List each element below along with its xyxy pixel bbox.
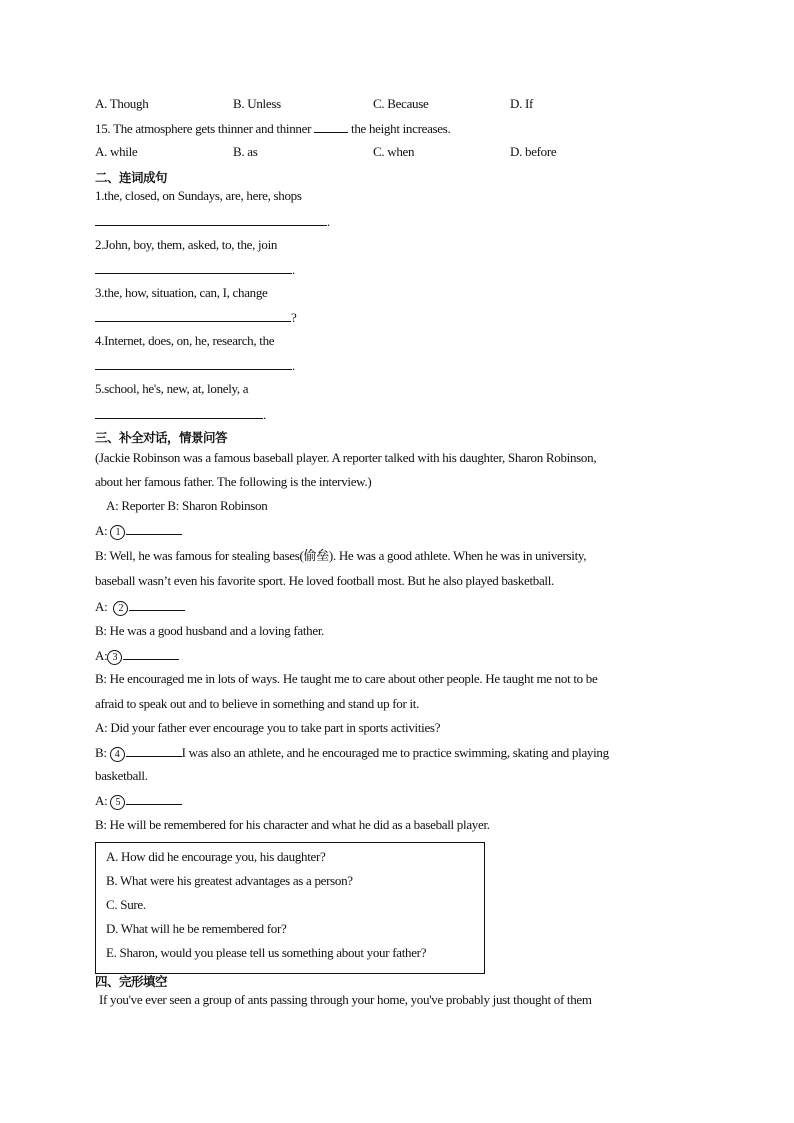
punct: .: [263, 407, 266, 422]
dialogue-line: B: He was a good husband and a loving father.: [95, 623, 325, 638]
passage-text: If you've ever seen a group of ants passing through your home, you've probably just thought of them: [99, 992, 592, 1007]
option: C. when: [373, 144, 415, 159]
number-circle: 5: [110, 795, 125, 810]
answer-blank[interactable]: [126, 744, 182, 757]
answer-blank[interactable]: [129, 598, 185, 611]
choices-box: [95, 842, 485, 974]
option: A. while: [95, 144, 138, 159]
answer-blank[interactable]: [95, 406, 263, 419]
number-circle: 3: [107, 650, 122, 665]
intro-line: (Jackie Robinson was a famous baseball player. A reporter talked with his daughter, Sharon Robinson,: [95, 450, 597, 465]
punct: ?: [291, 310, 297, 325]
option: B. Unless: [233, 96, 281, 111]
answer-blank[interactable]: [95, 357, 292, 370]
choice: B. What were his greatest advantages as a person?: [106, 873, 353, 888]
option: A. Though: [95, 96, 149, 111]
number-circle: 4: [110, 747, 125, 762]
speaker: B:: [95, 745, 107, 760]
punct: .: [292, 358, 295, 373]
dialogue-line: afraid to speak out and to believe in something and stand up for it.: [95, 696, 420, 711]
dialogue-line: basketball.: [95, 768, 148, 783]
speaker: A:: [95, 648, 108, 663]
item-words: 4.Internet, does, on, he, research, the: [95, 333, 275, 348]
answer-blank[interactable]: [314, 120, 348, 133]
dialogue-line: B: Well, he was famous for stealing bases(偷垒). He was a good athlete. When he was in university,: [95, 548, 587, 563]
answer-blank[interactable]: [126, 792, 182, 805]
dialogue-text: I was also an athlete, and he encouraged me to practice swimming, skating and playing: [181, 745, 609, 760]
intro-line: about her famous father. The following is the interview.): [95, 474, 372, 489]
dialogue-line: baseball wasn’t even his favorite sport. He loved football most. But he also played basketball.: [95, 573, 555, 588]
item-words: 2.John, boy, them, asked, to, the, join: [95, 237, 278, 252]
item-words: 5.school, he's, new, at, lonely, a: [95, 381, 249, 396]
section-heading: 四、完形填空: [95, 974, 168, 989]
roles: A: Reporter B: Sharon Robinson: [106, 498, 268, 513]
dialogue-line: B: He encouraged me in lots of ways. He taught me to care about other people. He taught me not to be: [95, 671, 598, 686]
number-circle: 2: [113, 601, 128, 616]
choice: A. How did he encourage you, his daughter?: [106, 849, 326, 864]
option: C. Because: [373, 96, 429, 111]
answer-blank[interactable]: [95, 213, 327, 226]
speaker: A:: [95, 599, 108, 614]
choice: D. What will he be remembered for?: [106, 921, 287, 936]
choice: E. Sharon, would you please tell us something about your father?: [106, 945, 427, 960]
section-heading: 三、补全对话，情景问答: [95, 430, 228, 445]
dialogue-line: A: Did your father ever encourage you to take part in sports activities?: [95, 720, 441, 735]
punct: .: [292, 262, 295, 277]
option: D. If: [510, 96, 534, 111]
answer-blank[interactable]: [123, 647, 179, 660]
item-words: 3.the, how, situation, can, I, change: [95, 285, 268, 300]
option: B. as: [233, 144, 258, 159]
speaker: A:: [95, 793, 108, 808]
item-words: 1.the, closed, on Sundays, are, here, shops: [95, 188, 302, 203]
section-heading: 二、连词成句: [95, 170, 168, 185]
option: D. before: [510, 144, 557, 159]
answer-blank[interactable]: [95, 309, 291, 322]
speaker: A:: [95, 523, 108, 538]
question-text: 15. The atmosphere gets thinner and thinner: [95, 121, 312, 136]
answer-blank[interactable]: [126, 522, 182, 535]
question-15: [95, 120, 450, 137]
number-circle: 1: [110, 525, 125, 540]
question-text: the height increases.: [351, 121, 451, 136]
dialogue-line: B: He will be remembered for his character and what he did as a baseball player.: [95, 817, 490, 832]
choice: C. Sure.: [106, 897, 146, 912]
answer-blank[interactable]: [95, 261, 292, 274]
punct: .: [327, 214, 330, 229]
